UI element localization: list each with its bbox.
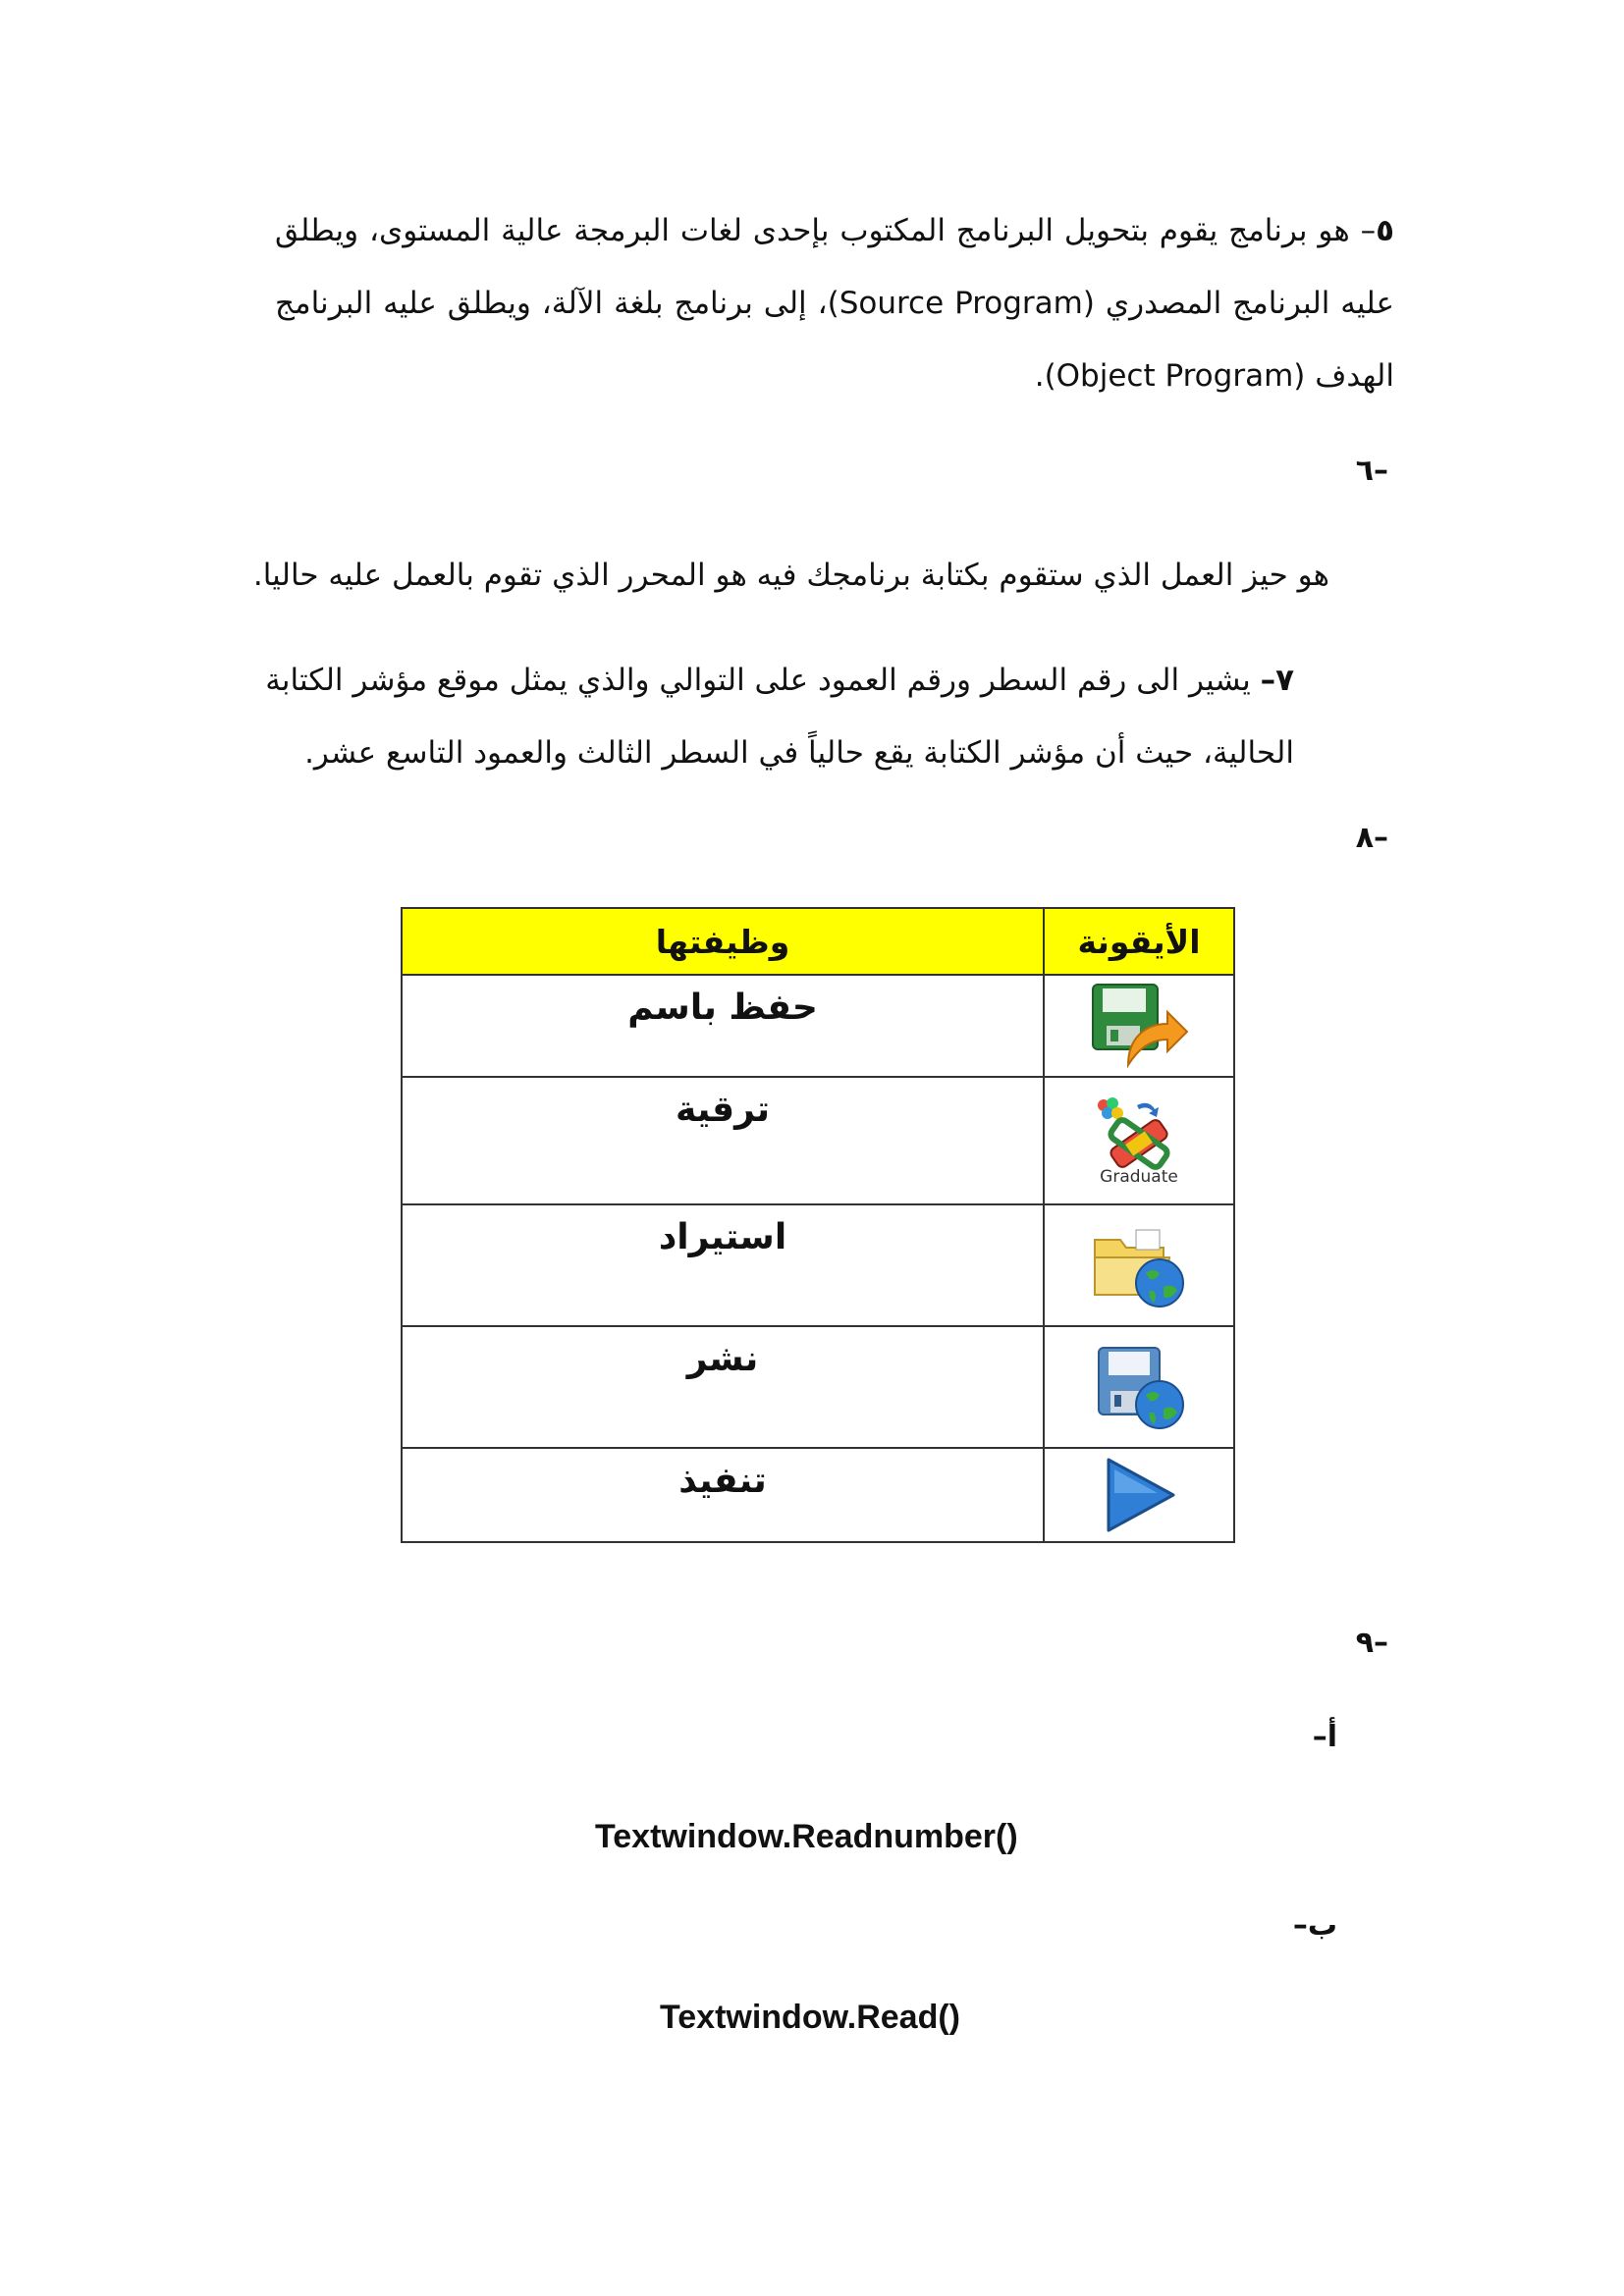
object-program-term: (Object Program) — [1044, 358, 1306, 394]
answer-5-text-b: ، إلى برنامج بلغة الآلة، ويطلق عليه البرنامج الهدف — [275, 286, 1394, 394]
icons-table — [401, 907, 1235, 1543]
table-header-row — [402, 908, 1234, 975]
answer-5-end: . — [1034, 358, 1045, 394]
function-cell: نشر — [402, 1326, 1044, 1448]
table-row — [402, 1448, 1234, 1542]
answer-9b-label: ب– — [1292, 1908, 1337, 1943]
answer-6-text: هو حيز العمل الذي ستقوم بكتابة برنامجك فيه هو المحرر الذي تقوم بالعمل عليه حاليا. — [252, 558, 1329, 593]
code-read: Textwindow.Read() — [660, 1999, 960, 2036]
table-row — [402, 975, 1234, 1077]
header-icon: الأيقونة — [1044, 908, 1234, 975]
header-function: وظيفتها — [402, 908, 1044, 975]
publish-disk-globe-icon — [1085, 1340, 1193, 1434]
function-cell: ترقية — [402, 1077, 1044, 1204]
function-cell: تنفيذ — [402, 1448, 1044, 1542]
answer-9a-label: أ– — [1312, 1720, 1337, 1754]
function-cell: حفظ باسم — [402, 975, 1044, 1077]
answer-5-number: ٥ — [1376, 213, 1394, 248]
graduate-caption: Graduate — [1100, 1167, 1178, 1186]
answer-5-text-a: – هو برنامج يقوم بتحويل البرنامج المكتوب بإحدى لغات البرمجة عالية المستوى، ويطلق عليه البرنامج المصدري — [275, 213, 1395, 321]
graduate-icon — [1080, 1095, 1198, 1186]
answer-8-label: ٨– — [1355, 821, 1388, 855]
icon-cell — [1044, 1204, 1234, 1326]
code-readnumber: Textwindow.Readnumber() — [595, 1818, 1018, 1855]
icon-cell — [1044, 1326, 1234, 1448]
table-row — [402, 1077, 1234, 1204]
answer-9-label: ٩– — [1355, 1626, 1388, 1660]
table-row — [402, 1326, 1234, 1448]
icon-cell — [1044, 1077, 1234, 1204]
answer-6-label: ٦– — [1355, 454, 1388, 488]
answer-7-text: يشير الى رقم السطر ورقم العمود على التوالي والذي يمثل موقع مؤشر الكتابة الحالية، حيث أن مؤشر الكتابة يقع حالياً في السطر الثالث والعمود التاسع عشر. — [265, 663, 1294, 771]
answer-7-label: ٧– — [1260, 663, 1294, 698]
answer-5-paragraph — [275, 194, 1394, 412]
answer-7-paragraph — [245, 644, 1294, 789]
icon-cell — [1044, 975, 1234, 1077]
function-cell: استيراد — [402, 1204, 1044, 1326]
import-folder-globe-icon — [1085, 1218, 1193, 1312]
run-play-icon — [1095, 1454, 1183, 1536]
icon-cell — [1044, 1448, 1234, 1542]
table-row — [402, 1204, 1234, 1326]
save-as-icon — [1085, 981, 1193, 1071]
source-program-term: (Source Program) — [827, 286, 1095, 321]
